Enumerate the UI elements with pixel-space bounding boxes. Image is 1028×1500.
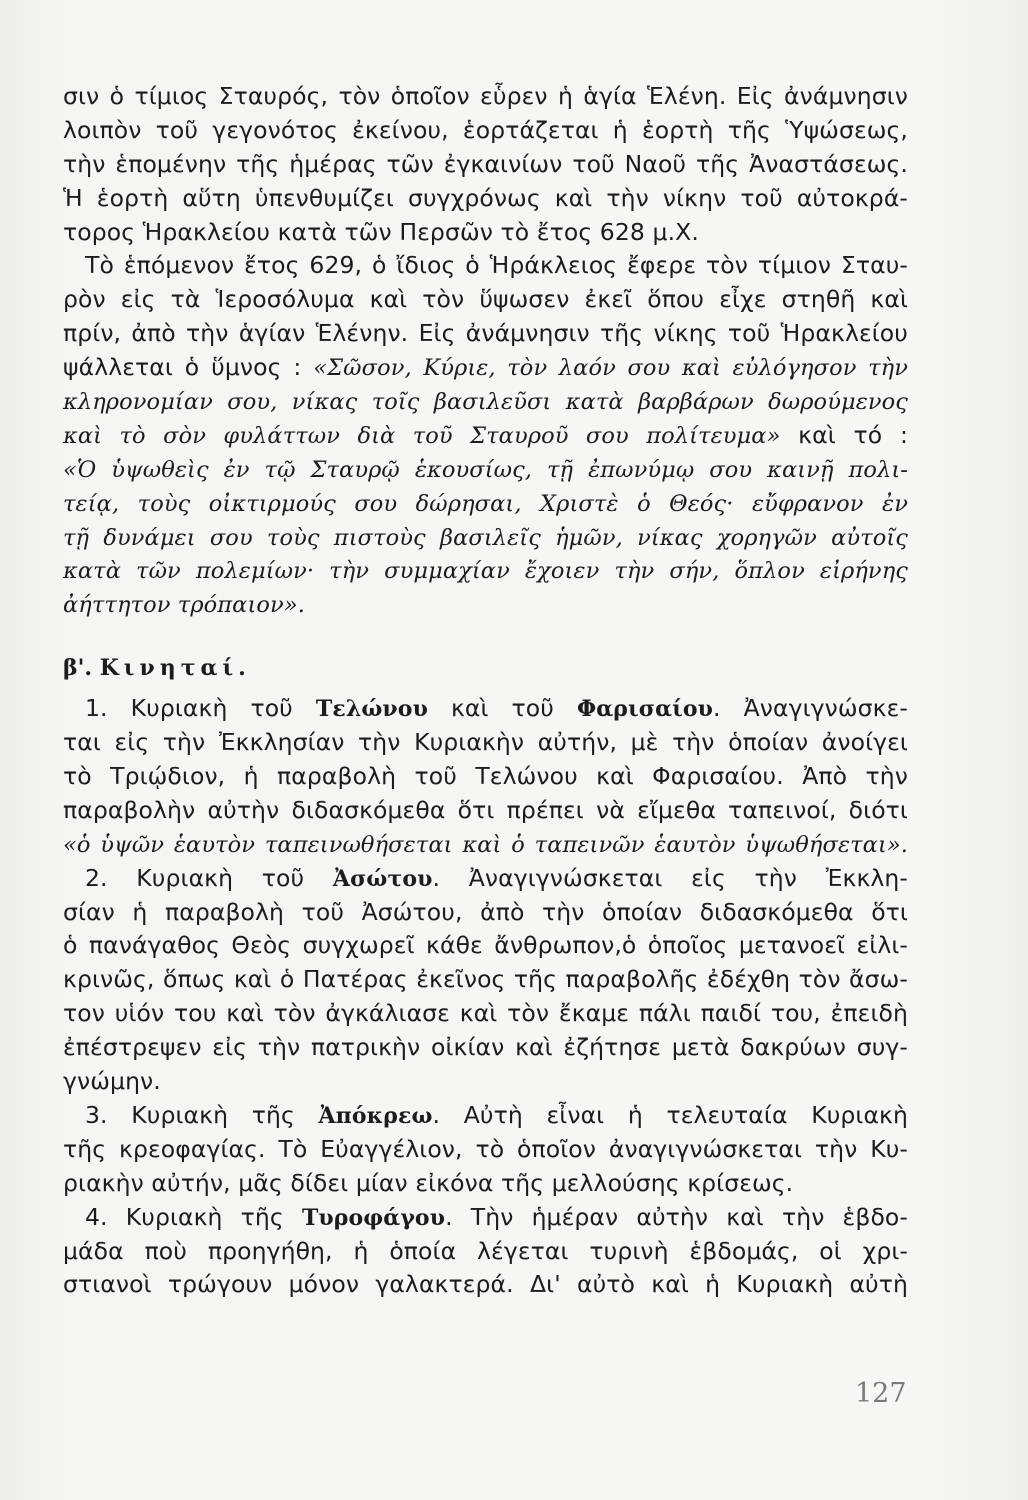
hymn-quote: ἀήττητον τρόπαιον». — [63, 592, 305, 619]
text-run: ται εἰς τὴν Ἐκκλησίαν τὴν Κυριακὴν αὐτήν, μὲ τὴν ὁποίαν ἀνοίγει — [63, 728, 908, 757]
text-line — [63, 148, 908, 182]
text-line — [63, 1201, 908, 1235]
text-line — [63, 692, 908, 726]
text-run: . Ἀναγιγνώσκεται εἰς τὴν Ἐκκλη- — [432, 863, 908, 892]
text-run: πρίν, ἀπὸ τὴν ἁγίαν Ἑλένην. Εἰς ἀνάμνησιν τῆς νίκης τοῦ Ἡρακλείου — [63, 319, 908, 348]
section-heading — [63, 652, 908, 692]
text-line — [63, 114, 908, 148]
text-run: ψάλλεται ὁ ὕμνος : — [63, 353, 314, 382]
hymn-quote: κατὰ τῶν πολεμίων· τὴν συμμαχίαν ἔχοιεν τὴν σήν, ὅπλον εἰρήνης — [63, 558, 908, 585]
text-run: 2. Κυριακὴ τοῦ — [85, 863, 333, 892]
text-run: . Ἀναγιγνώσκε- — [713, 694, 908, 723]
section-number: β'. — [63, 655, 93, 682]
text-run: Ἡ ἑορτὴ αὕτη ὑπενθυμίζει συγχρόνως καὶ τὴν νίκην τοῦ αὐτοκρά- — [63, 183, 908, 212]
body-text — [63, 80, 908, 1302]
text-line — [63, 1167, 908, 1201]
text-line — [63, 588, 908, 622]
text-line — [63, 216, 908, 250]
paragraph-group-feasts — [63, 80, 908, 622]
text-line — [63, 1268, 908, 1302]
text-line — [63, 1099, 908, 1133]
text-line — [63, 828, 908, 862]
text-run: 1. Κυριακὴ τοῦ — [85, 694, 316, 723]
bold-term: Ἀσώτου — [332, 865, 433, 892]
text-run: σιν ὁ τίμιος Σταυρός, τὸν ὁποῖον εὗρεν ἡ ἁγία Ἑλένη. Εἰς ἀνάμνησιν — [63, 82, 908, 110]
bold-term: Τελώνου — [315, 696, 428, 723]
text-line — [63, 1133, 908, 1167]
text-line — [63, 521, 908, 555]
paragraph-group-movable-feasts — [63, 692, 908, 1302]
text-line — [63, 554, 908, 588]
text-run: λοιπὸν τοῦ γεγονότος ἐκείνου, ἑορτάζεται ἡ ἑορτὴ τῆς Ὑψώσεως, — [63, 115, 908, 144]
bold-term: Ἀπόκρεω — [318, 1102, 433, 1129]
text-run: καὶ τοῦ — [427, 694, 577, 723]
hymn-quote: «Σῶσον, Κύριε, τὸν λαόν σου καὶ εὐλόγησον τὴν — [313, 355, 908, 382]
text-line — [63, 283, 908, 317]
text-line — [63, 385, 908, 419]
text-run: ρὸν εἰς τὰ Ἱεροσόλυμα καὶ τὸν ὕψωσεν ἐκεῖ ὅπου εἶχε στηθῆ καὶ — [63, 285, 908, 314]
text-line — [63, 726, 908, 760]
text-run: κρινῶς, ὅπως καὶ ὁ Πατέρας ἐκεῖνος τῆς παραβολῆς ἐδέχθη τὸν ἄσω- — [63, 965, 908, 994]
text-run: τῆς κρεοφαγίας. Τὸ Εὐαγγέλιον, τὸ ὁποῖον ἀναγιγνώσκεται τὴν Κυ- — [63, 1134, 908, 1163]
text-line — [63, 1235, 908, 1269]
text-run: 4. Κυριακὴ τῆς — [85, 1202, 302, 1231]
text-line — [63, 896, 908, 930]
text-line — [63, 929, 908, 963]
hymn-quote: καὶ τὸ σὸν φυλάττων διὰ τοῦ Σταυροῦ σου πολίτευμα» — [63, 422, 781, 449]
text-line — [63, 453, 908, 487]
text-run: ὁ πανάγαθος Θεὸς συγχωρεῖ κάθε ἄνθρωπον,ὁ ὁποῖος μετανοεῖ εἰλι- — [63, 931, 908, 960]
text-run: Τὸ ἑπόμενον ἔτος 629, ὁ ἴδιος ὁ Ἡράκλειος ἔφερε τὸν τίμιον Σταυ- — [85, 251, 908, 280]
text-run: παραβολὴν αὐτὴν διδασκόμεθα ὅτι πρέπει νὰ εἴμεθα ταπεινοί, διότι — [63, 795, 908, 824]
hymn-quote: κληρονομίαν σου, νίκας τοῖς βασιλεῦσι κατὰ βαρβάρων δωρούμενος — [63, 389, 908, 416]
text-line — [63, 794, 908, 828]
text-line — [63, 997, 908, 1031]
text-run: 3. Κυριακὴ τῆς — [85, 1100, 319, 1129]
text-line — [63, 249, 908, 283]
text-line — [63, 80, 908, 114]
text-run: καὶ τό : — [780, 420, 908, 449]
section-title: Κινηταί. — [99, 655, 251, 682]
text-line — [63, 760, 908, 794]
text-run: σίαν ἡ παραβολὴ τοῦ Ἀσώτου, ἀπὸ τὴν ὁποίαν διδασκόμεθα ὅτι — [63, 897, 908, 926]
section-spacer — [63, 622, 908, 652]
hymn-quote: «Ὁ ὑψωθεὶς ἐν τῷ Σταυρῷ ἑκουσίως, τῇ ἐπωνύμῳ σου καινῇ πολι- — [63, 456, 908, 483]
text-line — [63, 487, 908, 521]
hymn-quote: «ὁ ὑψῶν ἑαυτὸν ταπεινωθήσεται καὶ ὁ ταπεινῶν ἑαυτὸν ὑψωθήσεται». — [63, 831, 908, 858]
text-run: τορος Ἡρακλείου κατὰ τῶν Περσῶν τὸ ἔτος 628 μ.Χ. — [63, 217, 699, 246]
text-line — [63, 351, 908, 385]
hymn-quote: τῇ δυνάμει σου τοὺς πιστοὺς βασιλεῖς ἡμῶν, νίκας χορηγῶν αὐτοῖς — [63, 524, 908, 551]
text-line — [63, 862, 908, 896]
page-number: 127 — [855, 1378, 907, 1409]
text-run: . Τὴν ἡμέραν αὐτὴν καὶ τὴν ἑβδο- — [445, 1202, 908, 1231]
text-line — [63, 317, 908, 351]
text-run: γνώμην. — [63, 1067, 161, 1096]
hymn-quote: τείᾳ, τοὺς οἰκτιρμούς σου δώρησαι, Χριστὲ ὁ Θεός· εὔφρανον ἐν — [63, 490, 908, 517]
text-line — [63, 419, 908, 453]
text-line — [63, 182, 908, 216]
text-line — [63, 1065, 908, 1099]
text-line — [63, 963, 908, 997]
text-run: ἐπέστρεψεν εἰς τὴν πατρικὴν οἰκίαν καὶ ἐζήτησε μετὰ δακρύων συγ- — [63, 1033, 908, 1062]
text-run: . Αὐτὴ εἶναι ἡ τελευταία Κυριακὴ — [432, 1100, 908, 1129]
text-run: ριακὴν αὐτήν, μᾶς δίδει μίαν εἰκόνα τῆς μελλούσης κρίσεως. — [63, 1168, 794, 1197]
bold-term: Φαρισαίου — [577, 696, 714, 723]
text-line — [63, 1031, 908, 1065]
text-run: τὸ Τριῴδιον, ἡ παραβολὴ τοῦ Τελώνου καὶ Φαρισαίου. Ἀπὸ τὴν — [63, 762, 908, 791]
text-run: τον υἱόν του καὶ τὸν ἀγκάλιασε καὶ τὸν ἔκαμε πάλι παιδί του, ἐπειδὴ — [63, 999, 908, 1028]
text-run: στιανοὶ τρώγουν μόνον γαλακτερά. Δι' αὐτὸ καὶ ἡ Κυριακὴ αὐτὴ — [63, 1270, 908, 1299]
text-run: τὴν ἑπομένην τῆς ἡμέρας τῶν ἐγκαινίων τοῦ Ναοῦ τῆς Ἀναστάσεως. — [63, 149, 908, 178]
bold-term: Τυροφάγου — [301, 1204, 446, 1231]
text-run: μάδα ποὺ προηγήθη, ἡ ὁποία λέγεται τυρινὴ ἑβδομάς, οἱ χρι- — [63, 1236, 908, 1265]
